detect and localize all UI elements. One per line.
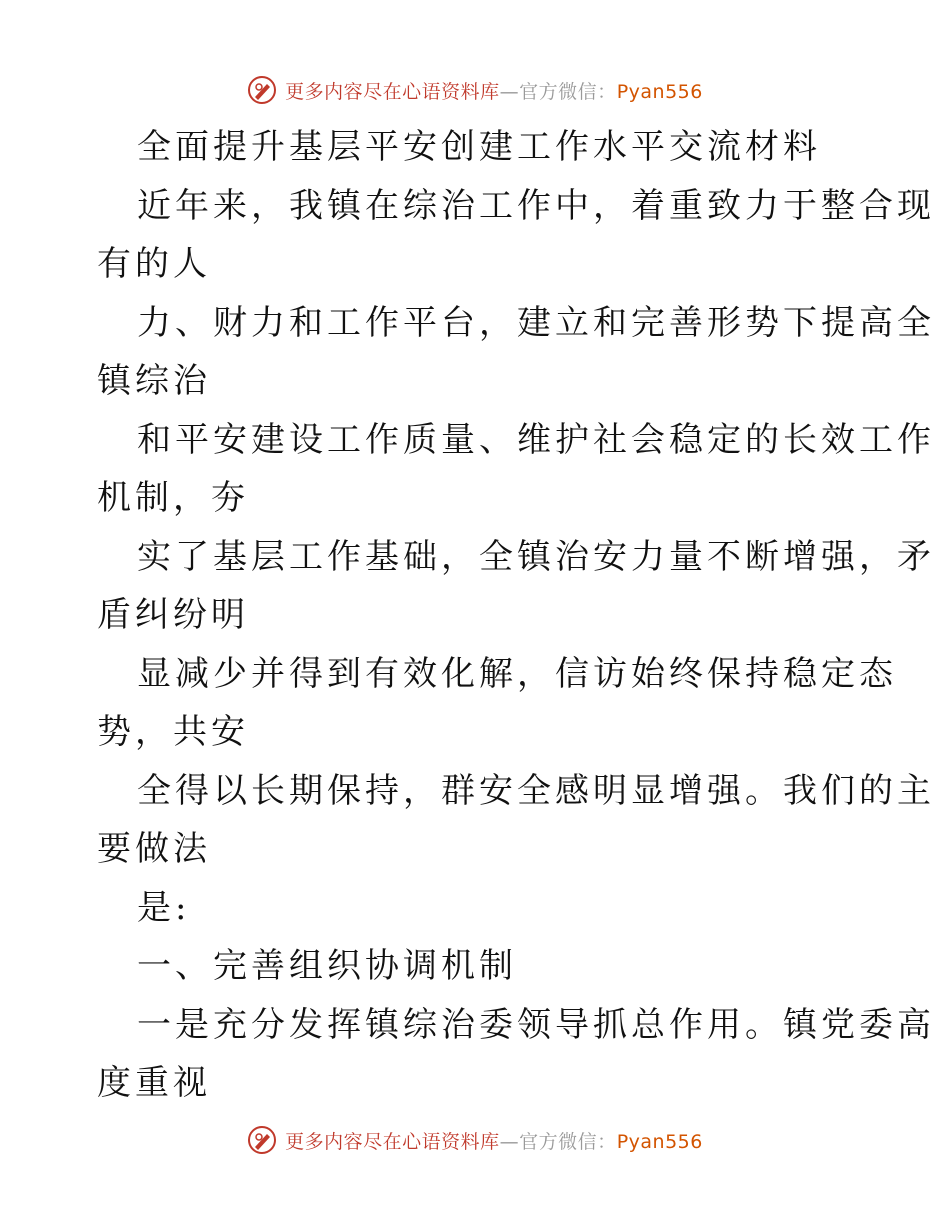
watermark-dash: — bbox=[499, 1130, 520, 1153]
text-line: 度重视 bbox=[97, 1063, 211, 1103]
text-line: 是: bbox=[137, 887, 191, 928]
watermark-main-text: 更多内容尽在心语资料库 bbox=[285, 1130, 500, 1153]
footer-watermark bbox=[0, 1120, 950, 1160]
text-line: 显减少并得到有效化解，信访始终保持稳定态 bbox=[137, 653, 897, 694]
text-line: 一、完善组织协调机制 bbox=[137, 946, 517, 986]
text-line: 近年来，我镇在综治工作中，着重致力于整合现 bbox=[137, 185, 935, 226]
watermark-main-text: 更多内容尽在心语资料库 bbox=[285, 80, 500, 103]
text-line: 全得以长期保持，群安全感明显增强。我们的主 bbox=[137, 770, 935, 811]
text-line: 要做法 bbox=[97, 829, 211, 869]
text-line: 盾纠纷明 bbox=[97, 595, 249, 635]
text-line: 实了基层工作基础，全镇治安力量不断增强，矛 bbox=[137, 536, 935, 577]
text-line: 有的人 bbox=[97, 244, 211, 284]
text-line: 机制，夯 bbox=[97, 478, 249, 518]
text-line: 力、财力和工作平台，建立和完善形势下提高全 bbox=[137, 302, 935, 343]
watermark-wechat-label: 官方微信： bbox=[519, 1130, 617, 1153]
watermark-wechat-id: Pyan556 bbox=[616, 1130, 703, 1153]
text-line: 镇综治 bbox=[97, 361, 211, 401]
document-body bbox=[97, 118, 935, 1113]
watermark-wechat-id: Pyan556 bbox=[616, 80, 703, 103]
text-line: 一是充分发挥镇综治委领导抓总作用。镇党委高 bbox=[137, 1004, 935, 1045]
document-title: 全面提升基层平安创建工作水平交流材料 bbox=[137, 127, 821, 167]
text-line: 和平安建设工作质量、维护社会稳定的长效工作 bbox=[137, 419, 935, 460]
text-line: 势，共安 bbox=[97, 712, 249, 752]
watermark-dash: — bbox=[499, 80, 520, 103]
pen-logo-icon bbox=[247, 1125, 277, 1155]
pen-logo-icon bbox=[247, 75, 277, 105]
header-watermark bbox=[0, 70, 950, 110]
watermark-wechat-label: 官方微信： bbox=[519, 80, 617, 103]
